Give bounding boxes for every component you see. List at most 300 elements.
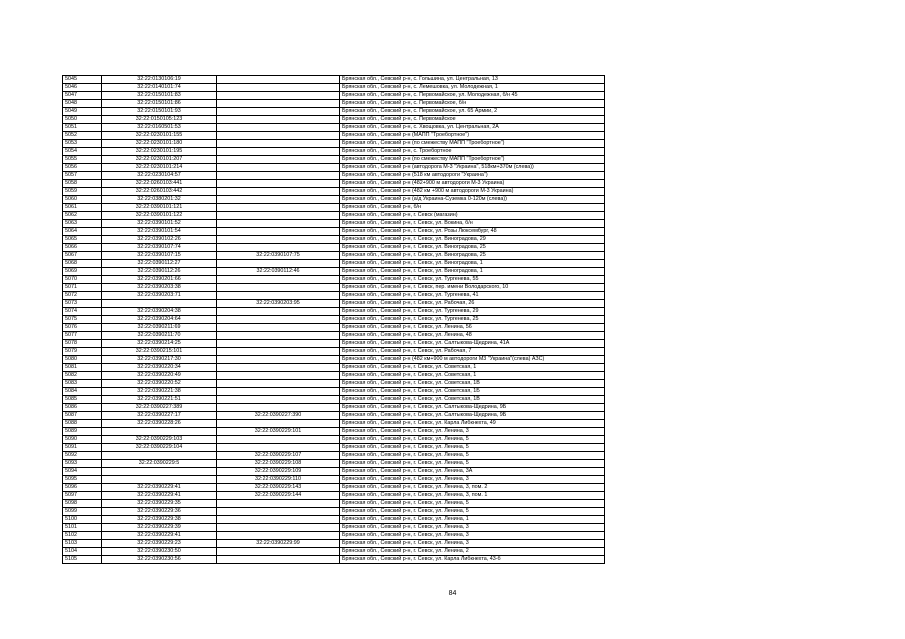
row-number-cell: 5078 bbox=[63, 340, 102, 348]
table-row bbox=[63, 252, 605, 260]
address-cell: Брянская обл., Севский р-н, с. Хвощовка, ул. Центральная, 2А bbox=[340, 124, 605, 132]
row-number-cell: 5071 bbox=[63, 284, 102, 292]
address-cell: Брянская обл., Севский р-н, г. Севск, ул. Виноградова, 1 bbox=[340, 268, 605, 276]
row-number-cell: 5082 bbox=[63, 372, 102, 380]
table-row bbox=[63, 108, 605, 116]
building-cadastral-number-cell bbox=[217, 228, 340, 236]
parcel-cadastral-number-cell: 32:22:0390211:69 bbox=[102, 324, 217, 332]
table-row bbox=[63, 316, 605, 324]
address-cell: Брянская обл., Севский р-н, г. Севск, ул. Ленина, 3, пом. 1 bbox=[340, 492, 605, 500]
parcel-cadastral-number-cell: 32:22:0390229:5 bbox=[102, 460, 217, 468]
parcel-cadastral-number-cell: 32:22:0390217:30 bbox=[102, 356, 217, 364]
row-number-cell: 5059 bbox=[63, 188, 102, 196]
table-row bbox=[63, 500, 605, 508]
parcel-cadastral-number-cell: 32:22:0390101:54 bbox=[102, 228, 217, 236]
parcel-cadastral-number-cell: 32:22:0230101:207 bbox=[102, 156, 217, 164]
row-number-cell: 5101 bbox=[63, 524, 102, 532]
building-cadastral-number-cell bbox=[217, 276, 340, 284]
parcel-cadastral-number-cell: 32:22:0260103:441 bbox=[102, 180, 217, 188]
table-row bbox=[63, 100, 605, 108]
parcel-cadastral-number-cell: 32:22:0390215:101 bbox=[102, 348, 217, 356]
building-cadastral-number-cell bbox=[217, 444, 340, 452]
parcel-cadastral-number-cell: 32:22:0230101:195 bbox=[102, 148, 217, 156]
table-row bbox=[63, 124, 605, 132]
address-cell: Брянская обл., Севский р-н, г. Севск, ул. Тургенева, 29 bbox=[340, 308, 605, 316]
parcel-cadastral-number-cell: 32:22:0390221:38 bbox=[102, 388, 217, 396]
building-cadastral-number-cell bbox=[217, 148, 340, 156]
address-cell: Брянская обл., Севский р-н, г. Севск, ул. Ленина, 5 bbox=[340, 452, 605, 460]
building-cadastral-number-cell bbox=[217, 340, 340, 348]
table-row bbox=[63, 84, 605, 92]
building-cadastral-number-cell bbox=[217, 436, 340, 444]
address-cell: Брянская обл., Севский р-н, г. Севск, ул. Ленина, 3 bbox=[340, 532, 605, 540]
table-row bbox=[63, 204, 605, 212]
row-number-cell: 5062 bbox=[63, 212, 102, 220]
row-number-cell: 5085 bbox=[63, 396, 102, 404]
parcel-cadastral-number-cell bbox=[102, 428, 217, 436]
building-cadastral-number-cell: 32:22:0390229:144 bbox=[217, 492, 340, 500]
row-number-cell: 5093 bbox=[63, 460, 102, 468]
parcel-cadastral-number-cell: 32:22:0390229:41 bbox=[102, 484, 217, 492]
address-cell: Брянская обл., Севский р-н, г. Севск, ул. Ленина, 5 bbox=[340, 444, 605, 452]
building-cadastral-number-cell: 32:22:0390229:109 bbox=[217, 468, 340, 476]
address-cell: Брянская обл., Севский р-н, г. Севск, ул. Виноградова, 25 bbox=[340, 244, 605, 252]
row-number-cell: 5077 bbox=[63, 332, 102, 340]
parcel-cadastral-number-cell: 32:22:0390203:38 bbox=[102, 284, 217, 292]
building-cadastral-number-cell: 32:22:0390229:107 bbox=[217, 452, 340, 460]
table-row bbox=[63, 476, 605, 484]
address-cell: Брянская обл., Севский р-н, г. Севск, ул. Ленина, 5 bbox=[340, 460, 605, 468]
address-cell: Брянская обл., Севский р-н, г. Севск, ул. Тургенева, 25 bbox=[340, 316, 605, 324]
address-cell: Брянская обл., Севский р-н (518 км автодороги "Украина") bbox=[340, 172, 605, 180]
building-cadastral-number-cell bbox=[217, 348, 340, 356]
parcel-cadastral-number-cell: 32:22:0230101:180 bbox=[102, 140, 217, 148]
table-row bbox=[63, 308, 605, 316]
row-number-cell: 5065 bbox=[63, 236, 102, 244]
table-row bbox=[63, 404, 605, 412]
table-row bbox=[63, 188, 605, 196]
address-cell: Брянская обл., Севский р-н, г. Севск, ул. Салтыкова-Щедрина, 41А bbox=[340, 340, 605, 348]
address-cell: Брянская обл., Севский р-н, г. Севск, ул. Советская, 1 bbox=[340, 372, 605, 380]
address-cell: Брянская обл., Севский р-н (482 км+900 м автодороги М3 "Украина"(слева) АЗС) bbox=[340, 356, 605, 364]
row-number-cell: 5084 bbox=[63, 388, 102, 396]
building-cadastral-number-cell bbox=[217, 188, 340, 196]
row-number-cell: 5058 bbox=[63, 180, 102, 188]
address-cell: Брянская обл., Севский р-н, г. Севск, ул. Рабочая, 26 bbox=[340, 300, 605, 308]
address-cell: Брянская обл., Севский р-н (по смежеству МАПП "Троебортное") bbox=[340, 140, 605, 148]
table-row bbox=[63, 116, 605, 124]
row-number-cell: 5079 bbox=[63, 348, 102, 356]
building-cadastral-number-cell: 32:22:0390229:99 bbox=[217, 540, 340, 548]
row-number-cell: 5098 bbox=[63, 500, 102, 508]
address-cell: Брянская обл., Севский р-н (автодорога М-3 "Украина", 518км+370м (слева)) bbox=[340, 164, 605, 172]
building-cadastral-number-cell: 32:22:0390229:110 bbox=[217, 476, 340, 484]
table-row bbox=[63, 260, 605, 268]
building-cadastral-number-cell bbox=[217, 548, 340, 556]
row-number-cell: 5069 bbox=[63, 268, 102, 276]
building-cadastral-number-cell bbox=[217, 516, 340, 524]
table-row bbox=[63, 540, 605, 548]
parcel-cadastral-number-cell: 32:22:0390227:389 bbox=[102, 404, 217, 412]
parcel-cadastral-number-cell bbox=[102, 300, 217, 308]
table-row bbox=[63, 516, 605, 524]
address-cell: Брянская обл., Севский р-н, с. Первомайское, б/н bbox=[340, 100, 605, 108]
row-number-cell: 5053 bbox=[63, 140, 102, 148]
address-cell: Брянская обл., Севский р-н, г. Севск, ул. Советская, 1В bbox=[340, 396, 605, 404]
row-number-cell: 5051 bbox=[63, 124, 102, 132]
row-number-cell: 5070 bbox=[63, 276, 102, 284]
address-cell: Брянская обл., Севский р-н, г. Севск, ул. Вокина, б/н bbox=[340, 220, 605, 228]
parcel-cadastral-number-cell: 32:22:0390204:64 bbox=[102, 316, 217, 324]
table-row bbox=[63, 524, 605, 532]
building-cadastral-number-cell bbox=[217, 308, 340, 316]
row-number-cell: 5050 bbox=[63, 116, 102, 124]
table-row bbox=[63, 484, 605, 492]
table-row bbox=[63, 428, 605, 436]
address-cell: Брянская обл., Севский р-н, г. Севск, ул. Тургенева, 41 bbox=[340, 292, 605, 300]
address-cell: Брянская обл., Севский р-н (МАПП "Троебортное") bbox=[340, 132, 605, 140]
parcel-cadastral-number-cell: 32:22:0150101:83 bbox=[102, 92, 217, 100]
parcel-cadastral-number-cell: 32:22:0390229:23 bbox=[102, 540, 217, 548]
building-cadastral-number-cell bbox=[217, 172, 340, 180]
parcel-cadastral-number-cell: 32:22:0390101:121 bbox=[102, 204, 217, 212]
address-cell: Брянская обл., Севский р-н, г. Севск, ул. Ленина, 5 bbox=[340, 508, 605, 516]
table-row bbox=[63, 220, 605, 228]
building-cadastral-number-cell bbox=[217, 372, 340, 380]
building-cadastral-number-cell bbox=[217, 116, 340, 124]
building-cadastral-number-cell: 32:22:0390229:108 bbox=[217, 460, 340, 468]
building-cadastral-number-cell bbox=[217, 284, 340, 292]
building-cadastral-number-cell bbox=[217, 76, 340, 84]
row-number-cell: 5087 bbox=[63, 412, 102, 420]
parcel-cadastral-number-cell: 32:22:0390229:103 bbox=[102, 436, 217, 444]
parcel-cadastral-number-cell: 32:22:0390101:52 bbox=[102, 220, 217, 228]
table-row bbox=[63, 172, 605, 180]
table-row bbox=[63, 548, 605, 556]
parcel-cadastral-number-cell: 32:22:0390229:36 bbox=[102, 508, 217, 516]
row-number-cell: 5090 bbox=[63, 436, 102, 444]
address-cell: Брянская обл., Севский р-н, г. Севск, ул. Тургенева, 55 bbox=[340, 276, 605, 284]
row-number-cell: 5064 bbox=[63, 228, 102, 236]
building-cadastral-number-cell bbox=[217, 420, 340, 428]
parcel-cadastral-number-cell: 32:22:0260103:442 bbox=[102, 188, 217, 196]
table-row bbox=[63, 148, 605, 156]
address-cell: Брянская обл., Севский р-н, с. Гольшина, ул. Центральная, 13 bbox=[340, 76, 605, 84]
table-row bbox=[63, 196, 605, 204]
address-cell: Брянская обл., Севский р-н, г. Севск, ул. Ленина, 5 bbox=[340, 500, 605, 508]
table-row bbox=[63, 236, 605, 244]
parcel-cadastral-number-cell: 32:22:0390112:27 bbox=[102, 260, 217, 268]
building-cadastral-number-cell bbox=[217, 140, 340, 148]
table-row bbox=[63, 276, 605, 284]
parcel-cadastral-number-cell: 32:22:0390112:26 bbox=[102, 268, 217, 276]
building-cadastral-number-cell bbox=[217, 508, 340, 516]
parcel-cadastral-number-cell: 32:22:0390230:50 bbox=[102, 548, 217, 556]
row-number-cell: 5072 bbox=[63, 292, 102, 300]
address-cell: Брянская обл., Севский р-н, г. Севск, ул. Ленина, 48 bbox=[340, 332, 605, 340]
address-cell: Брянская обл., Севский р-н, г. Севск, ул. Ленина, 56 bbox=[340, 324, 605, 332]
table-body bbox=[63, 76, 605, 564]
row-number-cell: 5095 bbox=[63, 476, 102, 484]
table-row bbox=[63, 468, 605, 476]
address-cell: Брянская обл., Севский р-н, с. Первомайское, ул. 65 Армии, 2 bbox=[340, 108, 605, 116]
table-row bbox=[63, 332, 605, 340]
table-row bbox=[63, 420, 605, 428]
row-number-cell: 5097 bbox=[63, 492, 102, 500]
address-cell: Брянская обл., Севский р-н, с. Лемешовка, ул. Молодежная, 1 bbox=[340, 84, 605, 92]
row-number-cell: 5061 bbox=[63, 204, 102, 212]
building-cadastral-number-cell bbox=[217, 92, 340, 100]
address-cell: Брянская обл., Севский р-н, г. Севск, ул. Ленина, 3А bbox=[340, 468, 605, 476]
building-cadastral-number-cell bbox=[217, 380, 340, 388]
building-cadastral-number-cell bbox=[217, 356, 340, 364]
address-cell: Брянская обл., Севский р-н, г. Севск, ул. Карла Либкнехта, 43-б bbox=[340, 556, 605, 564]
row-number-cell: 5092 bbox=[63, 452, 102, 460]
building-cadastral-number-cell: 32:22:0390203:95 bbox=[217, 300, 340, 308]
address-cell: Брянская обл., Севский р-н, г. Севск, ул. Ленина, 3 bbox=[340, 524, 605, 532]
building-cadastral-number-cell bbox=[217, 236, 340, 244]
table-row bbox=[63, 460, 605, 468]
row-number-cell: 5066 bbox=[63, 244, 102, 252]
building-cadastral-number-cell bbox=[217, 84, 340, 92]
parcel-cadastral-number-cell: 32:22:0390229:39 bbox=[102, 524, 217, 532]
address-cell: Брянская обл., Севский р-н, с. Троебортное bbox=[340, 148, 605, 156]
table-row bbox=[63, 268, 605, 276]
table-row bbox=[63, 132, 605, 140]
row-number-cell: 5076 bbox=[63, 324, 102, 332]
parcel-cadastral-number-cell: 32:22:0390229:41 bbox=[102, 532, 217, 540]
address-cell: Брянская обл., Севский р-н, г. Севск, ул. Салтыкова-Щедрина, 9Б bbox=[340, 404, 605, 412]
table-row bbox=[63, 228, 605, 236]
building-cadastral-number-cell bbox=[217, 212, 340, 220]
address-cell: Брянская обл., Севский р-н, г. Севск, ул. Советская, 1В bbox=[340, 380, 605, 388]
building-cadastral-number-cell bbox=[217, 556, 340, 564]
building-cadastral-number-cell: 32:22:0390112:46 bbox=[217, 268, 340, 276]
table-row bbox=[63, 532, 605, 540]
parcel-cadastral-number-cell: 32:22:0390230:56 bbox=[102, 556, 217, 564]
page-number: 84 bbox=[448, 590, 457, 597]
table-row bbox=[63, 452, 605, 460]
building-cadastral-number-cell bbox=[217, 332, 340, 340]
building-cadastral-number-cell bbox=[217, 316, 340, 324]
parcel-cadastral-number-cell: 32:22:0390204:38 bbox=[102, 308, 217, 316]
row-number-cell: 5057 bbox=[63, 172, 102, 180]
parcel-cadastral-number-cell: 32:22:0390229:38 bbox=[102, 516, 217, 524]
parcel-cadastral-number-cell: 32:22:0390227:17 bbox=[102, 412, 217, 420]
address-cell: Брянская обл., Севский р-н, г. Севск, ул. Салтыкова-Щедрина, 9Б bbox=[340, 412, 605, 420]
building-cadastral-number-cell bbox=[217, 100, 340, 108]
building-cadastral-number-cell bbox=[217, 156, 340, 164]
row-number-cell: 5068 bbox=[63, 260, 102, 268]
parcel-cadastral-number-cell: 32:22:0230104:57 bbox=[102, 172, 217, 180]
parcel-cadastral-number-cell: 32:22:0390229:41 bbox=[102, 492, 217, 500]
address-cell: Брянская обл., Севский р-н, г. Севск, ул. Ленина, 3 bbox=[340, 428, 605, 436]
address-cell: Брянская обл., Севский р-н, г. Севск, ул. Карла Либкнехта, 49 bbox=[340, 420, 605, 428]
row-number-cell: 5049 bbox=[63, 108, 102, 116]
building-cadastral-number-cell: 32:22:0390227:390 bbox=[217, 412, 340, 420]
table-row bbox=[63, 556, 605, 564]
row-number-cell: 5099 bbox=[63, 508, 102, 516]
row-number-cell: 5047 bbox=[63, 92, 102, 100]
row-number-cell: 5048 bbox=[63, 100, 102, 108]
table-row bbox=[63, 356, 605, 364]
parcel-cadastral-number-cell: 32:22:0390107:74 bbox=[102, 244, 217, 252]
row-number-cell: 5102 bbox=[63, 532, 102, 540]
parcel-cadastral-number-cell bbox=[102, 452, 217, 460]
address-cell: Брянская обл., Севский р-н, г. Севск, ул. Ленина, 3 bbox=[340, 540, 605, 548]
building-cadastral-number-cell bbox=[217, 164, 340, 172]
parcel-cadastral-number-cell: 32:22:0130106:19 bbox=[102, 76, 217, 84]
building-cadastral-number-cell bbox=[217, 500, 340, 508]
building-cadastral-number-cell bbox=[217, 292, 340, 300]
row-number-cell: 5091 bbox=[63, 444, 102, 452]
building-cadastral-number-cell bbox=[217, 196, 340, 204]
table-row bbox=[63, 244, 605, 252]
parcel-cadastral-number-cell: 32:22:0140101:74 bbox=[102, 84, 217, 92]
building-cadastral-number-cell: 32:22:0390229:101 bbox=[217, 428, 340, 436]
address-cell: Брянская обл., Севский р-н, б/н bbox=[340, 204, 605, 212]
parcel-cadastral-number-cell: 32:22:0380201:32 bbox=[102, 196, 217, 204]
table-row bbox=[63, 284, 605, 292]
address-cell: Брянская обл., Севский р-н, г. Севск, ул. Ленина, 1 bbox=[340, 516, 605, 524]
parcel-cadastral-number-cell: 32:22:0390229:35 bbox=[102, 500, 217, 508]
table-row bbox=[63, 388, 605, 396]
building-cadastral-number-cell bbox=[217, 324, 340, 332]
table-row bbox=[63, 212, 605, 220]
parcel-cadastral-number-cell: 32:22:0230101:214 bbox=[102, 164, 217, 172]
parcel-cadastral-number-cell: 32:22:0390203:71 bbox=[102, 292, 217, 300]
address-cell: Брянская обл., Севский р-н, г. Севск, ул. Ленина, 3 bbox=[340, 476, 605, 484]
parcel-cadastral-number-cell: 32:22:0390211:70 bbox=[102, 332, 217, 340]
parcel-cadastral-number-cell bbox=[102, 476, 217, 484]
address-cell: Брянская обл., Севский р-н, г. Севск, пер. имени Володарского, 10 bbox=[340, 284, 605, 292]
table-row bbox=[63, 412, 605, 420]
table-row bbox=[63, 396, 605, 404]
building-cadastral-number-cell bbox=[217, 124, 340, 132]
table-row bbox=[63, 164, 605, 172]
address-cell: Брянская обл., Севский р-н, с. Первомайское, ул. Молодежная, б/н 45 bbox=[340, 92, 605, 100]
table-row bbox=[63, 348, 605, 356]
table-row bbox=[63, 156, 605, 164]
parcel-cadastral-number-cell: 32:22:0390220:34 bbox=[102, 364, 217, 372]
parcel-cadastral-number-cell: 32:22:0390107:15 bbox=[102, 252, 217, 260]
parcel-cadastral-number-cell: 32:22:0390201:66 bbox=[102, 276, 217, 284]
address-cell: Брянская обл., Севский р-н (а/д Украина-Суземка 0-120м (слева)) bbox=[340, 196, 605, 204]
row-number-cell: 5046 bbox=[63, 84, 102, 92]
building-cadastral-number-cell bbox=[217, 244, 340, 252]
address-cell: Брянская обл., Севский р-н, г. Севск (магазин) bbox=[340, 212, 605, 220]
address-cell: Брянская обл., Севский р-н, г. Севск, ул. Ленина, 2 bbox=[340, 548, 605, 556]
parcel-cadastral-number-cell: 32:22:0390220:52 bbox=[102, 380, 217, 388]
table-row bbox=[63, 436, 605, 444]
address-cell: Брянская обл., Севский р-н, г. Севск, ул. Советская, 1 bbox=[340, 364, 605, 372]
address-cell: Брянская обл., Севский р-н, г. Севск, ул. Виноградова, 1 bbox=[340, 260, 605, 268]
address-cell: Брянская обл., Севский р-н (по смежеству МАПП "Троебортное") bbox=[340, 156, 605, 164]
table-row bbox=[63, 140, 605, 148]
table-row bbox=[63, 300, 605, 308]
parcel-cadastral-number-cell: 32:22:0390228:26 bbox=[102, 420, 217, 428]
building-cadastral-number-cell bbox=[217, 524, 340, 532]
parcel-cadastral-number-cell: 32:22:0390102:26 bbox=[102, 236, 217, 244]
table-row bbox=[63, 508, 605, 516]
table-row bbox=[63, 380, 605, 388]
cadastral-table bbox=[62, 75, 605, 564]
row-number-cell: 5083 bbox=[63, 380, 102, 388]
building-cadastral-number-cell bbox=[217, 108, 340, 116]
address-cell: Брянская обл., Севский р-н, г. Севск, ул. Ленина, 3, пом. 2 bbox=[340, 484, 605, 492]
row-number-cell: 5045 bbox=[63, 76, 102, 84]
building-cadastral-number-cell: 32:22:0390107:75 bbox=[217, 252, 340, 260]
address-cell: Брянская обл., Севский р-н, с. Первомайское bbox=[340, 116, 605, 124]
parcel-cadastral-number-cell: 32:22:0390101:122 bbox=[102, 212, 217, 220]
building-cadastral-number-cell bbox=[217, 364, 340, 372]
row-number-cell: 5080 bbox=[63, 356, 102, 364]
building-cadastral-number-cell bbox=[217, 404, 340, 412]
row-number-cell: 5104 bbox=[63, 548, 102, 556]
building-cadastral-number-cell bbox=[217, 132, 340, 140]
address-cell: Брянская обл., Севский р-н (482 км +900 м автодороги М-3 Украина) bbox=[340, 188, 605, 196]
row-number-cell: 5103 bbox=[63, 540, 102, 548]
building-cadastral-number-cell bbox=[217, 180, 340, 188]
address-cell: Брянская обл., Севский р-н, г. Севск, ул. Рабочая, 7 bbox=[340, 348, 605, 356]
row-number-cell: 5063 bbox=[63, 220, 102, 228]
row-number-cell: 5075 bbox=[63, 316, 102, 324]
address-cell: Брянская обл., Севский р-н, г. Севск, ул. Розы Люксембург, 48 bbox=[340, 228, 605, 236]
row-number-cell: 5089 bbox=[63, 428, 102, 436]
table-row bbox=[63, 180, 605, 188]
table-row bbox=[63, 492, 605, 500]
row-number-cell: 5100 bbox=[63, 516, 102, 524]
row-number-cell: 5056 bbox=[63, 164, 102, 172]
row-number-cell: 5052 bbox=[63, 132, 102, 140]
parcel-cadastral-number-cell: 32:22:0390214:25 bbox=[102, 340, 217, 348]
row-number-cell: 5074 bbox=[63, 308, 102, 316]
table-row bbox=[63, 76, 605, 84]
address-cell: Брянская обл., Севский р-н, г. Севск, ул. Ленина, 5 bbox=[340, 436, 605, 444]
row-number-cell: 5105 bbox=[63, 556, 102, 564]
building-cadastral-number-cell bbox=[217, 396, 340, 404]
address-cell: Брянская обл., Севский р-н, г. Севск, ул. Виноградова, 25 bbox=[340, 252, 605, 260]
address-cell: Брянская обл., Севский р-н, г. Севск, ул. Виноградова, 29 bbox=[340, 236, 605, 244]
row-number-cell: 5067 bbox=[63, 252, 102, 260]
parcel-cadastral-number-cell: 32:22:0160501:53 bbox=[102, 124, 217, 132]
row-number-cell: 5094 bbox=[63, 468, 102, 476]
parcel-cadastral-number-cell bbox=[102, 468, 217, 476]
row-number-cell: 5081 bbox=[63, 364, 102, 372]
row-number-cell: 5055 bbox=[63, 156, 102, 164]
row-number-cell: 5088 bbox=[63, 420, 102, 428]
table-row bbox=[63, 444, 605, 452]
parcel-cadastral-number-cell: 32:22:0150101:86 bbox=[102, 100, 217, 108]
parcel-cadastral-number-cell: 32:22:0390220:49 bbox=[102, 372, 217, 380]
parcel-cadastral-number-cell: 32:22:0390229:104 bbox=[102, 444, 217, 452]
table-row bbox=[63, 372, 605, 380]
address-cell: Брянская обл., Севский р-н (482+900 м автодороги М-3 Украина) bbox=[340, 180, 605, 188]
parcel-cadastral-number-cell: 32:22:0230101:155 bbox=[102, 132, 217, 140]
table-row bbox=[63, 364, 605, 372]
address-cell: Брянская обл., Севский р-н, г. Севск, ул. Советская, 1Б bbox=[340, 388, 605, 396]
row-number-cell: 5073 bbox=[63, 300, 102, 308]
building-cadastral-number-cell: 32:22:0390229:143 bbox=[217, 484, 340, 492]
parcel-cadastral-number-cell: 32:22:0150105:123 bbox=[102, 116, 217, 124]
parcel-cadastral-number-cell: 32:22:0150101:93 bbox=[102, 108, 217, 116]
row-number-cell: 5054 bbox=[63, 148, 102, 156]
parcel-cadastral-number-cell: 32:22:0390221:51 bbox=[102, 396, 217, 404]
row-number-cell: 5096 bbox=[63, 484, 102, 492]
building-cadastral-number-cell bbox=[217, 388, 340, 396]
building-cadastral-number-cell bbox=[217, 260, 340, 268]
row-number-cell: 5086 bbox=[63, 404, 102, 412]
